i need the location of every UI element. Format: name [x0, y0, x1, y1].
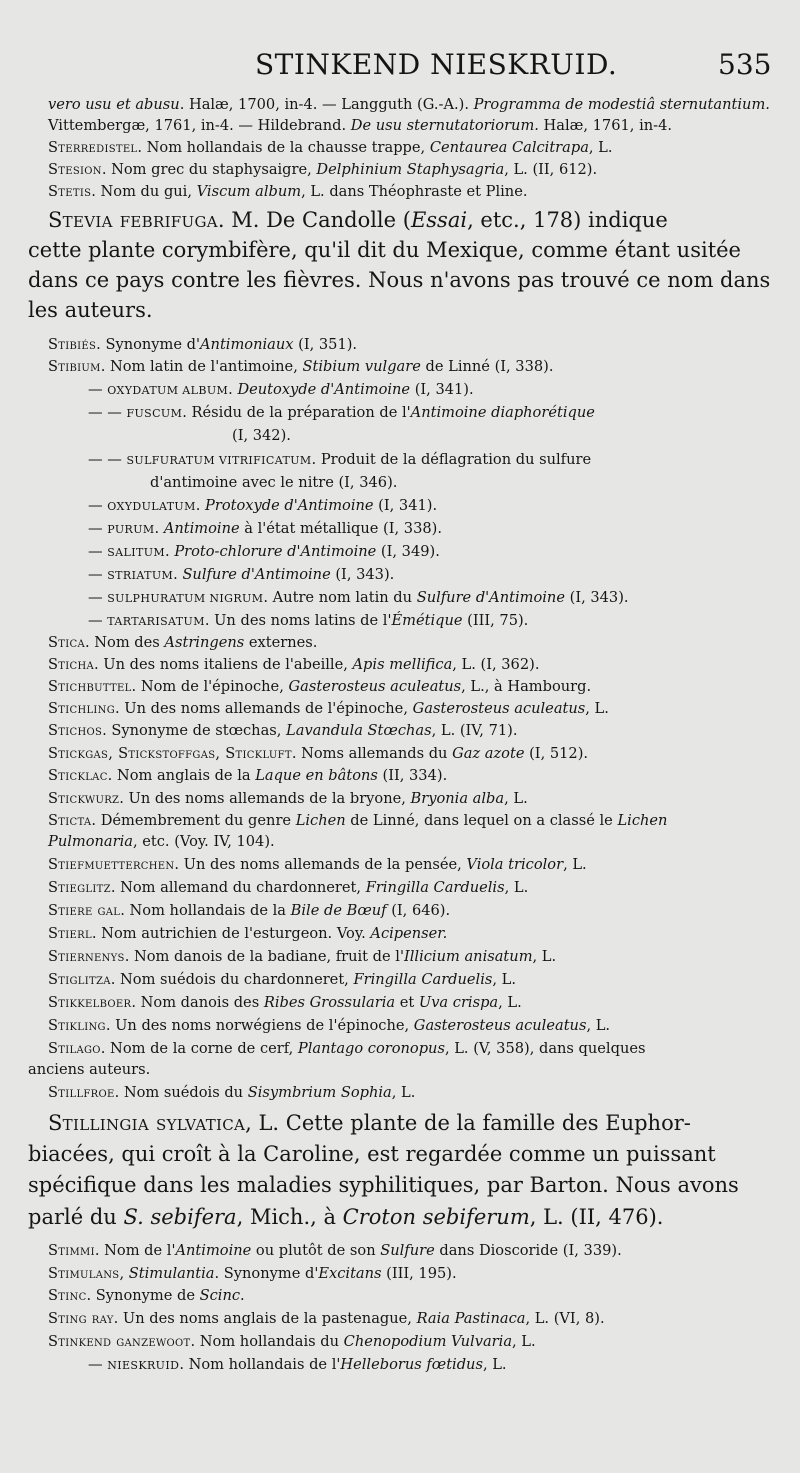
italic-term: Illicium anisatum — [403, 948, 533, 965]
text-run: . — [173, 566, 183, 583]
text-run: . — [154, 520, 164, 537]
text-run: . Nom de la corne de cerf, — [100, 1040, 298, 1057]
text-line — [48, 656, 539, 674]
italic-term: Sulfure d'Antimoine — [416, 589, 565, 606]
entry-headword: Stikling — [48, 1017, 106, 1034]
text-run: . Synonyme de stœchas, — [102, 722, 287, 739]
text-line — [48, 856, 587, 874]
text-run: , L. (II, 612). — [504, 161, 598, 178]
text-run: de Linné (I, 338). — [420, 358, 554, 375]
italic-term: Excitans — [318, 1265, 382, 1282]
text-run: (III, 75). — [462, 612, 529, 629]
text-run: — — [88, 497, 108, 514]
italic-term: Gaz azote — [452, 745, 525, 762]
text-run: . Nom hollandais de l' — [179, 1356, 341, 1373]
text-line — [48, 879, 528, 897]
text-run: (I, 646). — [386, 902, 451, 919]
text-line — [48, 139, 613, 157]
text-line — [48, 1111, 691, 1136]
italic-term: Gasterosteus aculeatus — [413, 1017, 587, 1034]
text-run: . Un des noms allemands de la pensée, — [174, 856, 467, 873]
text-run: à l'état métallique (I, 338). — [239, 520, 442, 537]
entry-headword: Stilago — [48, 1040, 101, 1057]
sub-entry-term: OXYDATUM ALBUM — [107, 384, 229, 397]
text-run: , L. (II, 476). — [529, 1205, 664, 1229]
text-run: , L. — [498, 994, 522, 1011]
italic-term: Proto-chlorure d'Antimoine — [174, 543, 377, 560]
entry-headword: Stibium — [48, 358, 101, 375]
italic-term: Pulmonaria — [48, 833, 133, 850]
text-run: biacées, qui croît à la Caroline, est regardée comme un puissant — [28, 1142, 716, 1166]
text-line — [88, 451, 591, 469]
text-run: . Nom anglais de la — [107, 767, 256, 784]
italic-term: Laque en bâtons — [255, 767, 378, 784]
text-run: Vittembergæ, 1761, in-4. — Hildebrand. — [48, 117, 351, 134]
entry-headword: Stierl — [48, 925, 92, 942]
text-run: (I, 342). — [232, 427, 291, 444]
entry-headword: Stica — [48, 634, 85, 651]
text-run: — — — [88, 404, 127, 421]
text-run: externes. — [244, 634, 318, 651]
text-run: , L. (V, 358), dans quelques — [444, 1040, 646, 1057]
italic-term: Gasterosteus aculeatus — [412, 700, 586, 717]
entry-headword: Stichbuttel — [48, 678, 132, 695]
italic-term: Antimoniaux — [200, 336, 294, 353]
italic-term: Helleborus fœtidus — [340, 1356, 483, 1373]
text-run: dans ce pays contre les fièvres. Nous n'avons pas trouvé ce nom dans — [28, 268, 771, 292]
text-line — [28, 1142, 716, 1167]
text-run: , L. (VI, 8). — [525, 1310, 605, 1327]
italic-term: Bryonia alba — [410, 790, 505, 807]
entry-headword: Stinkend ganzewoot — [48, 1333, 191, 1350]
text-run: — — [88, 381, 108, 398]
text-run: . — [228, 381, 238, 398]
italic-term: Croton sebiferum — [342, 1205, 530, 1229]
text-line — [88, 566, 394, 584]
italic-term: vero usu et abusu — [48, 96, 180, 113]
text-run: de Linné, dans lequel on a classé le — [345, 812, 618, 829]
entry-headword: Stiernenys — [48, 948, 125, 965]
text-run: cette plante corymbifère, qu'il dit du Mexique, comme étant usitée — [28, 238, 741, 262]
italic-term: Antimoine diaphorétique — [410, 404, 595, 421]
text-run: et — [395, 994, 419, 1011]
text-run: dans Dioscoride (I, 339). — [434, 1242, 622, 1259]
text-run: . Nom grec du staphysaigre, — [101, 161, 317, 178]
text-run: , L. — [532, 948, 557, 965]
text-run: (I, 512). — [524, 745, 589, 762]
italic-term: Bile de Bœuf — [290, 902, 387, 919]
text-line — [48, 1040, 645, 1058]
italic-term: Viscum album — [196, 183, 302, 200]
text-line — [28, 1173, 739, 1198]
italic-term: Viola tricolor — [466, 856, 564, 873]
text-line — [28, 298, 153, 323]
text-run: , etc., 178) indique — [467, 208, 668, 232]
text-run: (III, 195). — [381, 1265, 457, 1282]
italic-term: Antimoine — [163, 520, 240, 537]
text-run: . Un des noms anglais de la pastenague, — [113, 1310, 417, 1327]
entry-headword: Stibiés — [48, 336, 97, 353]
text-line — [48, 208, 668, 233]
entry-headword: Stiefmuetterchen — [48, 856, 175, 873]
text-line — [232, 427, 291, 445]
text-run: . Nom de l' — [94, 1242, 176, 1259]
text-run: parlé du — [28, 1205, 124, 1229]
entry-headword: Stieglitz — [48, 879, 111, 896]
text-run: — — [88, 612, 108, 629]
entry-headword: Stimmi — [48, 1242, 95, 1259]
page-header — [0, 48, 800, 88]
italic-term: Stibium vulgare — [302, 358, 421, 375]
italic-term: Fringilla Carduelis — [365, 879, 505, 896]
text-line — [48, 1287, 245, 1305]
entry-headword: Stickwurz — [48, 790, 120, 807]
text-run: . M. De Candolle ( — [217, 208, 411, 232]
text-run: . Un des noms norwégiens de l'épinoche, — [105, 1017, 414, 1034]
text-run: les auteurs. — [28, 298, 153, 322]
text-line — [28, 1061, 150, 1079]
text-line — [48, 1017, 610, 1035]
text-run: . — [240, 1287, 245, 1304]
entry-headword: Stesion — [48, 161, 102, 178]
text-line — [88, 404, 595, 422]
text-line — [48, 790, 528, 808]
entry-headword: Stillfroe — [48, 1084, 115, 1101]
text-run: . — [195, 497, 206, 514]
entry-headword: Stikkelboer — [48, 994, 132, 1011]
text-line — [88, 497, 437, 515]
page-number: 535 — [718, 48, 772, 81]
text-line — [48, 96, 770, 114]
text-run: , L. — [585, 700, 609, 717]
text-run: . Nom hollandais du — [190, 1333, 344, 1350]
italic-term: Fringilla Carduelis — [353, 971, 493, 988]
text-run: , L. — [482, 1356, 507, 1373]
entry-headword: Stichos — [48, 722, 103, 739]
italic-term: Uva crispa — [418, 994, 499, 1011]
text-line — [48, 117, 672, 135]
text-run: . Un des noms allemands de la bryone, — [119, 790, 411, 807]
text-run: Halæ, 1761, in-4. — [538, 117, 672, 134]
text-line — [48, 971, 516, 989]
text-run: . Synonyme d' — [96, 336, 200, 353]
text-run: , L. dans Théophraste et Pline. — [301, 183, 528, 200]
text-line — [48, 994, 522, 1012]
text-run: . Nom allemand du chardonneret, — [110, 879, 366, 896]
text-line — [48, 1310, 605, 1328]
text-run: . Nom hollandais de la — [120, 902, 291, 919]
italic-term: Acipenser. — [370, 925, 448, 942]
text-line — [88, 1356, 507, 1374]
text-run: . Un des noms latins de l' — [204, 612, 392, 629]
text-run: . — [165, 543, 175, 560]
text-line — [48, 678, 591, 696]
text-run: . Nom hollandais de la chausse trappe, — [137, 139, 430, 156]
entry-headword: Stimulans — [48, 1265, 120, 1282]
text-line — [48, 1265, 457, 1283]
text-run: . Autre nom latin du — [263, 589, 417, 606]
italic-term: Programma de modestiâ sternutantium. — [473, 96, 770, 113]
text-run: , L. — [563, 856, 587, 873]
text-run: , L. — [504, 790, 528, 807]
sub-entry-term: STRIATUM — [107, 569, 174, 582]
text-line — [48, 161, 597, 179]
text-run: . Synonyme de — [86, 1287, 200, 1304]
text-run: . Nom latin de l'antimoine, — [100, 358, 303, 375]
text-run: — — [88, 520, 108, 537]
text-run: , L. — [512, 1333, 536, 1350]
text-run: (I, 343). — [564, 589, 629, 606]
text-line — [48, 767, 447, 785]
text-line — [48, 1333, 536, 1351]
italic-term: Scinc — [199, 1287, 241, 1304]
text-line — [48, 833, 275, 851]
entry-headword: Sterredistel — [48, 139, 138, 156]
italic-term: S. sebifera — [123, 1205, 237, 1229]
text-run: . Nom de l'épinoche, — [131, 678, 289, 695]
text-line — [88, 589, 629, 607]
text-line — [88, 612, 528, 630]
text-run: ou plutôt de son — [251, 1242, 381, 1259]
text-run: anciens auteurs. — [28, 1061, 151, 1078]
text-run: (I, 341). — [410, 381, 474, 398]
text-line — [88, 543, 440, 561]
entry-headword: Stillingia sylvatica — [48, 1111, 246, 1135]
italic-term: Sisymbrium Sophia — [247, 1084, 392, 1101]
text-line — [28, 1205, 663, 1230]
text-run: — — [88, 1356, 108, 1373]
text-run: . Résidu de la préparation de l' — [182, 404, 411, 421]
italic-term: Lichen — [617, 812, 668, 829]
text-line — [28, 268, 770, 293]
entry-headword: Stiglitza — [48, 971, 111, 988]
text-line — [48, 902, 450, 920]
entry-headword: Stetis — [48, 183, 92, 200]
italic-term: Deutoxyde d'Antimoine — [237, 381, 411, 398]
text-run: , L. — [586, 1017, 611, 1034]
text-run: — — [88, 543, 108, 560]
italic-term: Centaurea Calcitrapa — [429, 139, 589, 156]
text-run: , — [119, 1265, 129, 1282]
running-head-title: STINKEND NIESKRUID. — [255, 48, 618, 81]
text-line — [48, 745, 588, 763]
text-line — [88, 520, 442, 538]
text-run: . Démembrement du genre — [91, 812, 296, 829]
text-run: — — [88, 589, 108, 606]
text-line — [48, 634, 317, 652]
entry-headword: Stinc — [48, 1287, 87, 1304]
entry-headword: Sticklac — [48, 767, 108, 784]
italic-term: Apis mellifica — [352, 656, 453, 673]
text-line — [48, 700, 609, 718]
text-run: . Nom autrichien de l'esturgeon. Voy. — [91, 925, 371, 942]
italic-term: Ribes Grossularia — [263, 994, 396, 1011]
entry-headword: Stickgas, Stickstoffgas, Stickluft — [48, 745, 292, 762]
text-run: — — [88, 566, 108, 583]
text-line — [88, 381, 474, 399]
entry-headword: Stevia febrifuga — [48, 208, 218, 232]
text-line — [48, 358, 554, 376]
text-run: . Nom danois de la badiane, fruit de l' — [124, 948, 404, 965]
sub-entry-term: SULPHURATUM NIGRUM — [107, 592, 264, 605]
text-run: . Halæ, 1700, in-4. — Langguth (G.-A.). — [179, 96, 474, 113]
sub-entry-term: FUSCUM — [126, 407, 183, 420]
text-run: , L. (I, 362). — [452, 656, 540, 673]
text-run: , Mich., à — [236, 1205, 343, 1229]
text-line — [48, 948, 556, 966]
italic-term: Sulfure — [380, 1242, 435, 1259]
text-line — [48, 183, 527, 201]
sub-entry-term: SULFURATUM VITRIFICATUM — [126, 454, 312, 467]
entry-headword: Sting ray — [48, 1310, 114, 1327]
text-run: . Un des noms allemands de l'épinoche, — [115, 700, 413, 717]
text-run: . Noms allemands du — [291, 745, 453, 762]
text-run: , L. — [492, 971, 516, 988]
entry-headword: Sticha — [48, 656, 95, 673]
sub-entry-term: SALITUM — [107, 546, 166, 559]
italic-term: Gasterosteus aculeatus — [288, 678, 462, 695]
text-run: . Nom du gui, — [91, 183, 197, 200]
sub-entry-term: TARTARISATUM — [107, 615, 205, 628]
italic-term: Émétique — [391, 612, 463, 629]
italic-term: Essai — [410, 208, 468, 232]
entry-headword: Sticta — [48, 812, 92, 829]
text-run: , L. — [391, 1084, 416, 1101]
text-run: . Nom suédois du chardonneret, — [110, 971, 354, 988]
text-run: . Nom des — [85, 634, 165, 651]
text-line — [48, 812, 667, 830]
italic-term: Protoxyde d'Antimoine — [205, 497, 374, 514]
italic-term: Stimulantia — [128, 1265, 215, 1282]
sub-entry-term: PURUM — [107, 523, 155, 536]
italic-term: Chenopodium Vulvaria — [343, 1333, 513, 1350]
text-run: (II, 334). — [377, 767, 448, 784]
italic-term: Delphinium Staphysagria — [316, 161, 505, 178]
text-run: . Synonyme d' — [214, 1265, 319, 1282]
text-run: , L. — [504, 879, 529, 896]
text-line — [48, 925, 447, 943]
text-run: . Un des noms italiens de l'abeille, — [94, 656, 353, 673]
italic-term: Antimoine — [175, 1242, 252, 1259]
text-run: spécifique dans les maladies syphilitiques, par Barton. Nous avons — [28, 1173, 739, 1197]
italic-term: Lichen — [295, 812, 346, 829]
sub-entry-term: NIESKRUID — [107, 1359, 180, 1372]
text-run: , L. (IV, 71). — [431, 722, 518, 739]
text-line — [150, 474, 397, 492]
italic-term: Lavandula Stœchas — [286, 722, 432, 739]
entry-headword: Stiere gal — [48, 902, 121, 919]
text-run: (I, 351). — [293, 336, 358, 353]
text-run: (I, 341). — [373, 497, 438, 514]
text-run: (I, 343). — [330, 566, 395, 583]
text-run: . Nom suédois du — [114, 1084, 248, 1101]
entry-headword: Stichling — [48, 700, 116, 717]
text-run: , L. — [588, 139, 613, 156]
text-line — [48, 1084, 415, 1102]
text-line — [48, 722, 517, 740]
italic-term: Raia Pastinaca — [416, 1310, 526, 1327]
text-run: . Produit de la déflagration du sulfure — [311, 451, 592, 468]
italic-term: De usu sternutatoriorum. — [350, 117, 539, 134]
italic-term: Plantago coronopus — [297, 1040, 445, 1057]
text-run: . Nom danois des — [131, 994, 264, 1011]
text-run: , L. Cette plante de la famille des Euphor- — [245, 1111, 691, 1135]
text-run: d'antimoine avec le nitre (I, 346). — [150, 474, 398, 491]
text-run: — — — [88, 451, 127, 468]
text-run: , L., à Hambourg. — [461, 678, 592, 695]
text-line — [48, 336, 357, 354]
text-line — [48, 1242, 622, 1260]
text-run: , etc. (Voy. IV, 104). — [132, 833, 275, 850]
text-line — [28, 238, 741, 263]
sub-entry-term: OXYDULATUM — [107, 500, 196, 513]
italic-term: Sulfure d'Antimoine — [182, 566, 331, 583]
italic-term: Astringens — [164, 634, 245, 651]
text-run: (I, 349). — [376, 543, 440, 560]
